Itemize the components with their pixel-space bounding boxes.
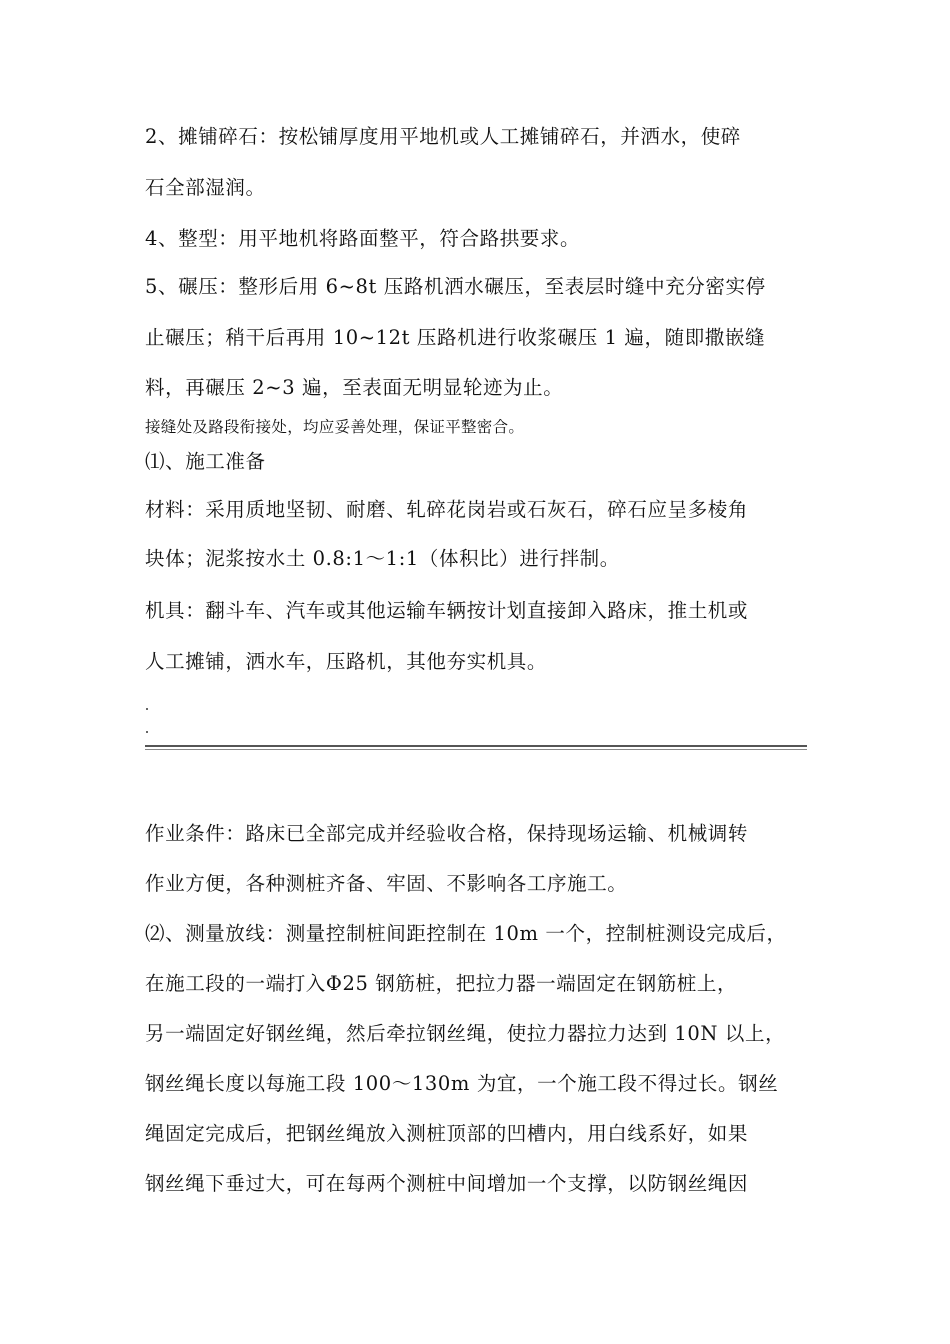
paragraph-line: 作业条件：路床已全部完成并经验收合格，保持现场运输、机械调转 <box>145 822 749 845</box>
paragraph-line: 2、摊铺碎石：按松铺厚度用平地机或人工摊铺碎石，并洒水，使碎 <box>145 125 741 148</box>
paragraph-line: 块体；泥浆按水土 0.8:1～1:1（体积比）进行拌制。 <box>145 547 620 570</box>
paragraph-line: 料，再碾压 2~3 遍，至表面无明显轮迹为止。 <box>145 376 564 399</box>
note-line: 接缝处及路段衔接处，均应妥善处理，保证平整密合。 <box>145 418 525 436</box>
section-paragraph-line: ⑵、测量放线：测量控制桩间距控制在 10m 一个，控制桩测设完成后， <box>145 922 787 945</box>
paragraph-line: 止碾压；稍干后再用 10~12t 压路机进行收浆碾压 1 遍，随即撒嵌缝 <box>145 326 766 349</box>
paragraph-line: 另一端固定好钢丝绳，然后牵拉钢丝绳，使拉力器拉力达到 10N 以上， <box>145 1022 786 1045</box>
paragraph-line: 钢丝绳长度以每施工段 100～130m 为宜，一个施工段不得过长。钢丝 <box>145 1072 779 1095</box>
paragraph-line: 人工摊铺，洒水车，压路机，其他夯实机具。 <box>145 650 548 673</box>
paragraph-line: 绳固定完成后，把钢丝绳放入测桩顶部的凹槽内，用白线系好，如果 <box>145 1122 749 1145</box>
footer-dot <box>146 731 148 733</box>
paragraph-line: 在施工段的一端打入Φ25 钢筋桩，把拉力器一端固定在钢筋桩上， <box>145 972 738 995</box>
paragraph-line: 钢丝绳下垂过大，可在每两个测桩中间增加一个支撑，以防钢丝绳因 <box>145 1172 749 1195</box>
page-separator <box>145 745 807 747</box>
section-heading: ⑴、施工准备 <box>145 450 266 473</box>
paragraph-line: 5、碾压：整形后用 6~8t 压路机洒水碾压，至表层时缝中充分密实停 <box>145 275 766 298</box>
paragraph-line: 材料：采用质地坚韧、耐磨、轧碎花岗岩或石灰石，碎石应呈多棱角 <box>145 498 749 521</box>
paragraph-line: 作业方便，各种测桩齐备、牢固、不影响各工序施工。 <box>145 872 628 895</box>
paragraph-line: 石全部湿润。 <box>145 176 266 199</box>
paragraph-line: 机具：翻斗车、汽车或其他运输车辆按计划直接卸入路床，推土机或 <box>145 599 749 622</box>
paragraph-line: 4、整型：用平地机将路面整平，符合路拱要求。 <box>145 227 581 250</box>
footer-dot <box>146 708 148 710</box>
page-separator-line <box>145 749 807 750</box>
